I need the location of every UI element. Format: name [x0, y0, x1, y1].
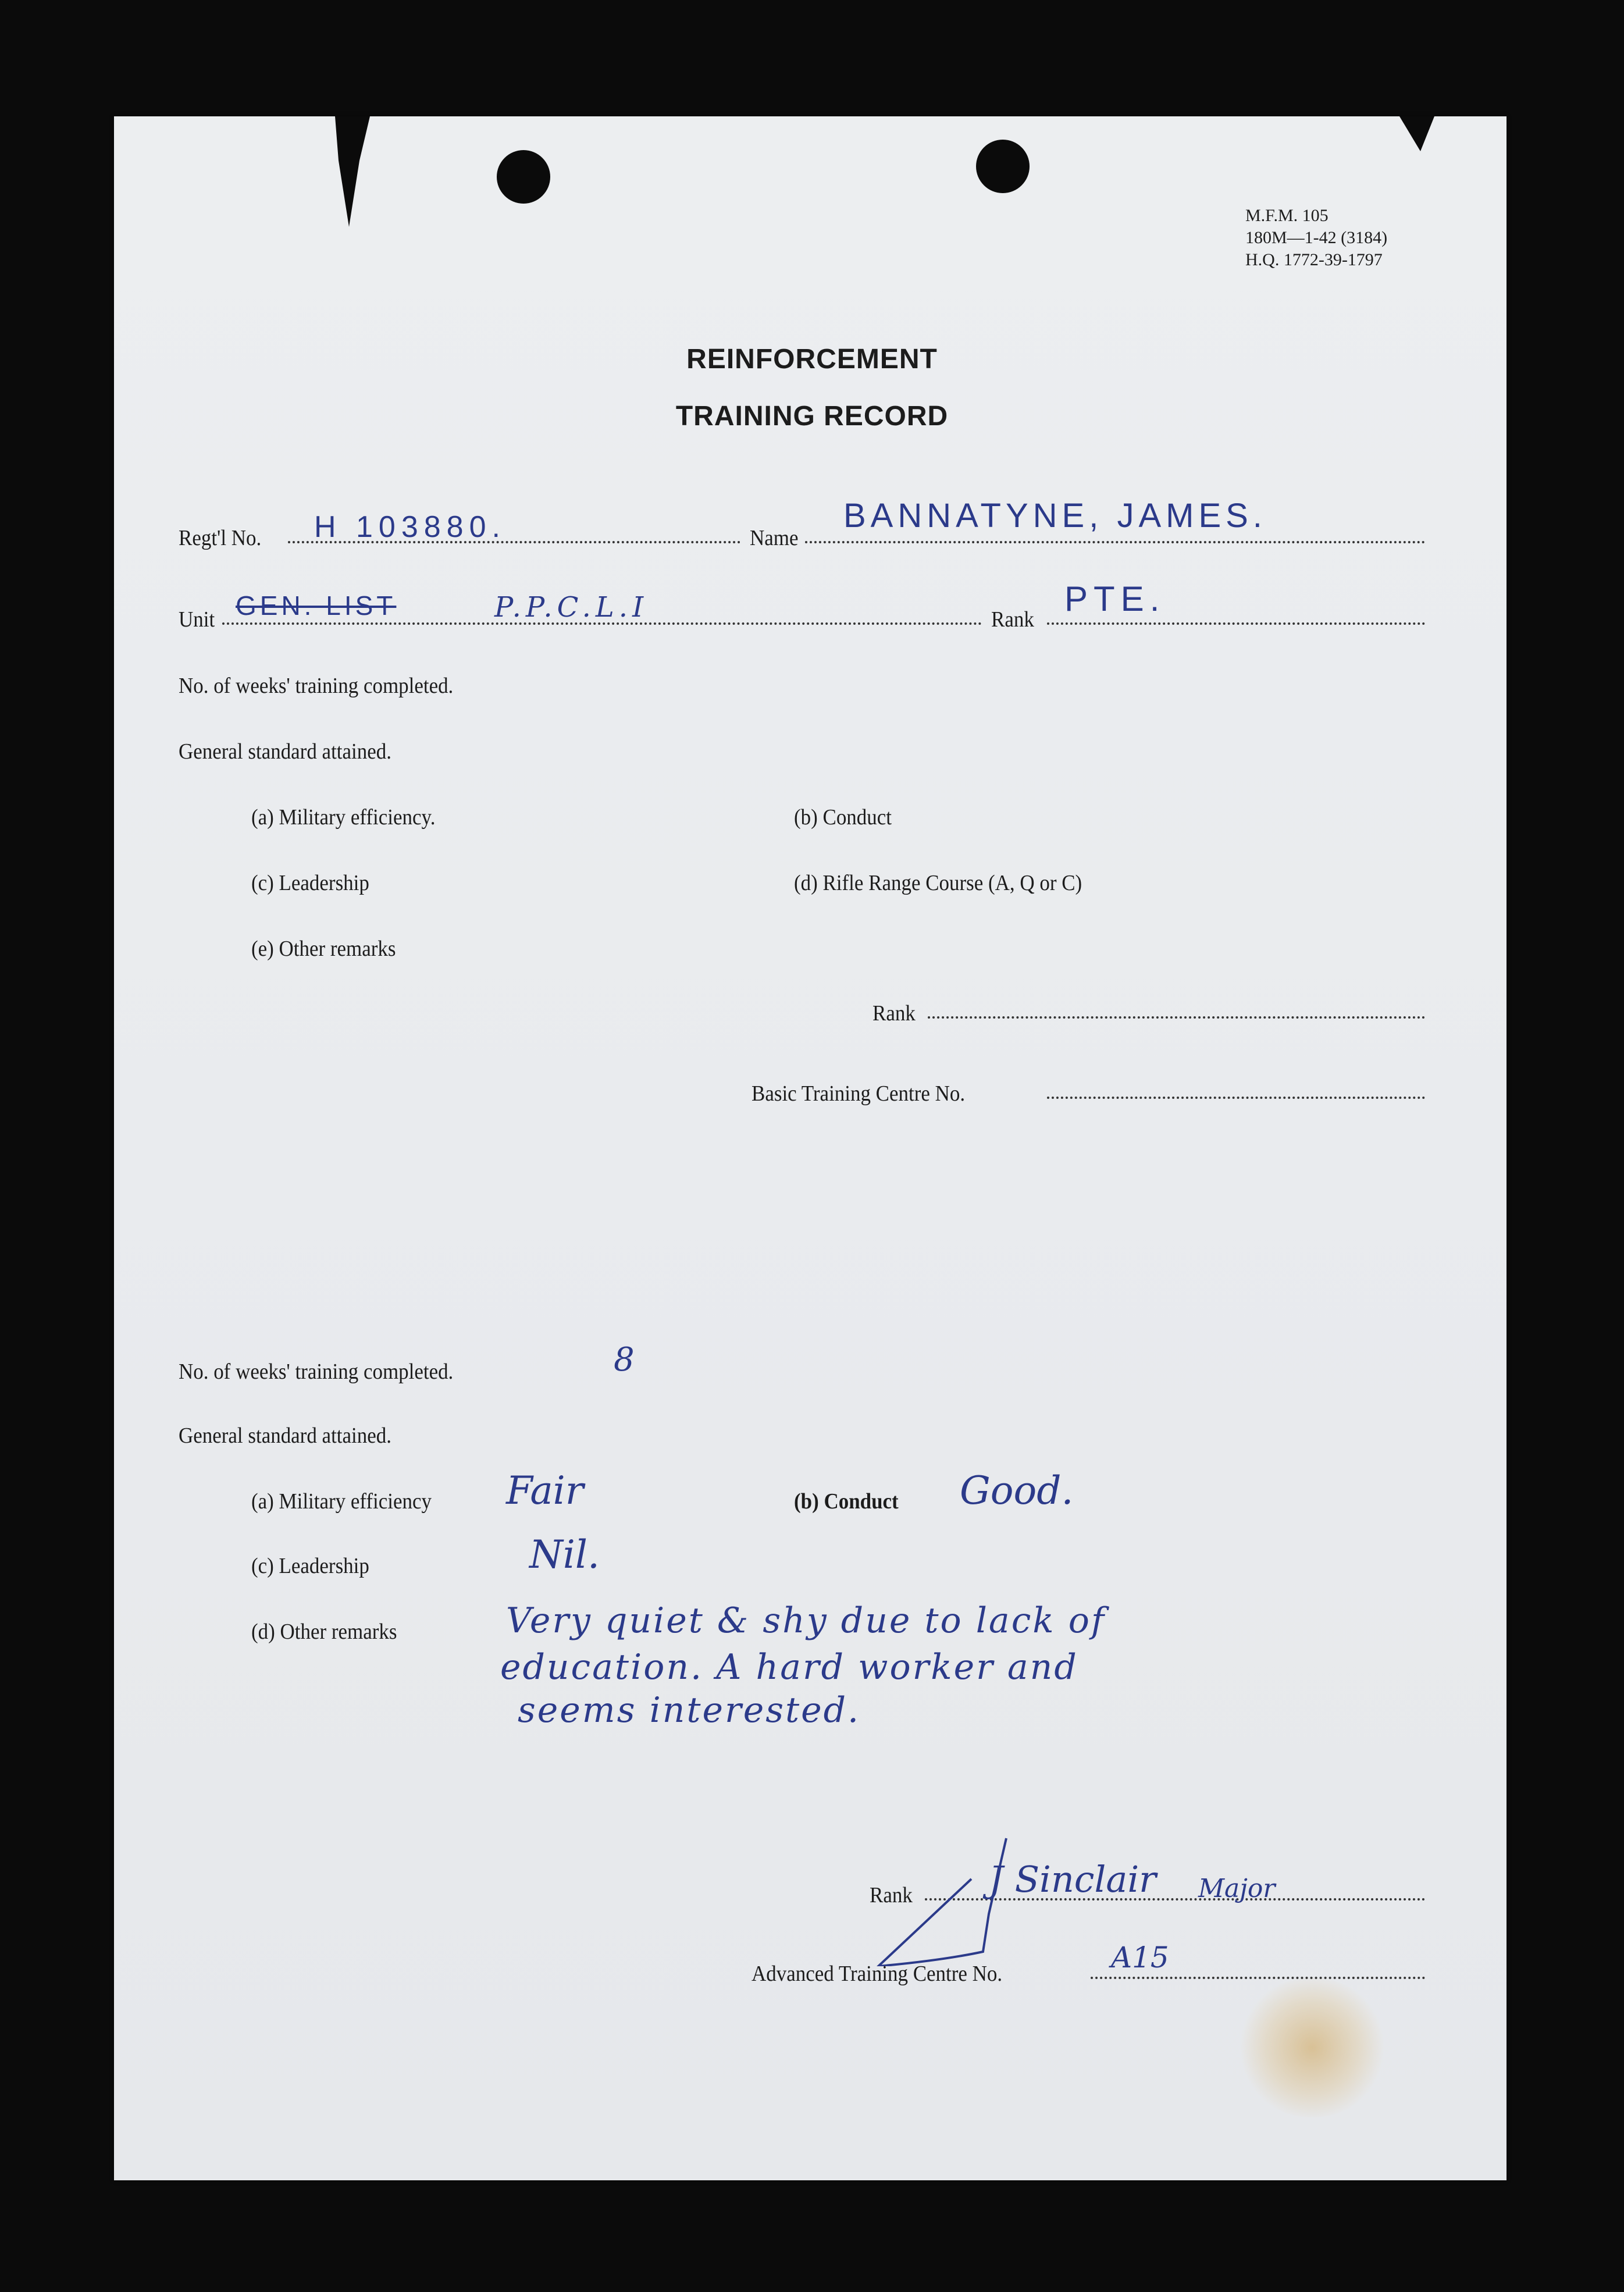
- adv-d-value-line1: Very quiet & shy due to lack of: [506, 1600, 1106, 1641]
- basic-a-label: (a) Military efficiency.: [251, 805, 436, 830]
- unit-label: Unit: [179, 607, 215, 632]
- name-value: BANNATYNE, JAMES.: [843, 497, 1267, 535]
- basic-c-label: (c) Leadership: [251, 871, 369, 895]
- basic-standard-label: General standard attained.: [179, 739, 391, 764]
- punch-hole: [976, 140, 1030, 193]
- rank-value: PTE.: [1064, 579, 1166, 618]
- adv-rank-value: Major: [1198, 1874, 1276, 1903]
- basic-centre-label: Basic Training Centre No.: [752, 1081, 966, 1106]
- adv-b-label: (b) Conduct: [794, 1489, 899, 1514]
- adv-a-value: Fair: [506, 1468, 584, 1513]
- basic-rank-line: [928, 1016, 1425, 1019]
- adv-b-value: Good.: [960, 1468, 1074, 1513]
- adv-centre-line: [1091, 1977, 1425, 1979]
- adv-standard-label: General standard attained.: [179, 1423, 391, 1448]
- adv-centre-label: Advanced Training Centre No.: [752, 1962, 1003, 1986]
- name-label: Name: [750, 526, 799, 550]
- basic-weeks-label: No. of weeks' training completed.: [179, 674, 454, 698]
- adv-weeks-label: No. of weeks' training completed.: [179, 1359, 454, 1384]
- signature: J Sinclair: [989, 1858, 1156, 1900]
- rank-label: Rank: [991, 607, 1034, 632]
- adv-d-value-line3: seems interested.: [518, 1690, 861, 1731]
- name-line: [805, 541, 1425, 543]
- unit-value: P.P.C.L.I: [494, 591, 649, 624]
- form-code-1: M.F.M. 105: [1245, 206, 1329, 225]
- unit-struck-value: GEN. LIST: [236, 590, 397, 621]
- paper-tear: [1399, 116, 1434, 151]
- adv-d-value-line2: education. A hard worker and: [500, 1647, 1078, 1688]
- basic-rank-label: Rank: [872, 1001, 916, 1026]
- regtl-no-label: Regt'l No.: [179, 526, 262, 550]
- paper-tear: [335, 116, 370, 227]
- form-code-3: H.Q. 1772-39-1797: [1245, 250, 1383, 269]
- basic-b-label: (b) Conduct: [794, 805, 892, 830]
- adv-c-label: (c) Leadership: [251, 1554, 369, 1578]
- rank-line: [1047, 622, 1425, 625]
- adv-weeks-value: 8: [614, 1341, 635, 1379]
- punch-hole: [497, 150, 550, 204]
- adv-centre-value: A15: [1111, 1941, 1169, 1974]
- form-code-2: 180M—1-42 (3184): [1245, 228, 1388, 247]
- basic-d-label: (d) Rifle Range Course (A, Q or C): [794, 871, 1082, 895]
- basic-centre-line: [1047, 1097, 1425, 1099]
- adv-d-label: (d) Other remarks: [251, 1620, 397, 1644]
- stain: [1237, 1978, 1388, 2117]
- form-title-1: REINFORCEMENT: [686, 344, 938, 375]
- form-title-2: TRAINING RECORD: [675, 401, 949, 432]
- regtl-no-value: H 103880.: [314, 510, 506, 544]
- adv-c-value: Nil.: [529, 1532, 600, 1577]
- basic-e-label: (e) Other remarks: [251, 937, 396, 961]
- adv-a-label: (a) Military efficiency: [251, 1489, 432, 1514]
- adv-rank-label: Rank: [870, 1883, 913, 1907]
